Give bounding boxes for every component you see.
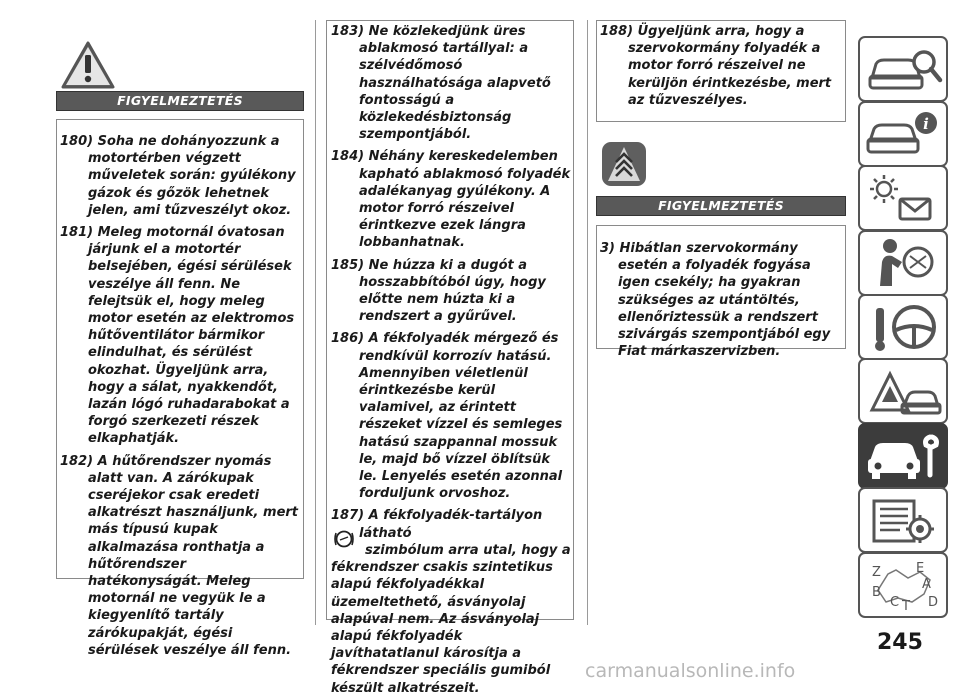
note-181: 181) Meleg motornál óvatosan járjunk el a motortér belsejében, égési sérülések veszélye áll fenn. Ne felejtsük el, hogy meleg motor esetén az elektromos hűtőventilátor bármikor elindulhat, és sérülést okozhat. Ügyeljünk arra, hogy a sálat, nyakkendőt, lazán lógó ruhadarabokat a forgó szerkezeti részek elkaphatják. — [60, 225, 295, 447]
watermark: carmanualsonline.info — [585, 660, 796, 682]
alphabetical-index-icon — [860, 554, 946, 616]
sidebar-tab-safety[interactable] — [858, 230, 948, 296]
steering-wheel-key-icon — [860, 296, 946, 358]
sidebar-tab-starting-driving[interactable] — [858, 294, 948, 360]
warning-heading-bar-right — [596, 196, 846, 216]
note-182: 182) A hűtőrendszer nyomás alatt van. A zárókupak cseréjekor csak eredeti alkatrészt használjunk, mert más típusú kupak alkalmazása ronthatja a hűtőrendszer hatékonyságát. Meleg motornál ne vegyük le a kiegyenlítő tartály zárókupakját, égési sérülések veszélye áll fenn. — [60, 453, 299, 658]
sidebar-tab-technical-data[interactable] — [858, 487, 948, 553]
note-180: 180) Soha ne dohányozzunk a motortérben végzett műveletek során: gyúlékony gázok és gőzök lehetnek jelen, ami tűzveszélyt okoz. — [60, 134, 296, 218]
technical-data-gear-icon — [860, 489, 946, 551]
note-185: 185) Ne húzza ki a dugót a hosszabbítóból úgy, hogy előtte nem húzta ki a rendszert a gyűrűvel. — [331, 257, 546, 325]
note-186: 186) A fékfolyadék mérgező és rendkívül korrozív hatású. Amennyiben véletlenül érintkezésbe kerül valamivel, az érintett részeket vízzel és semleges hatású szappannal mossuk le, majd bő vízzel öblítsük le. Lenyelés esetén azonnal forduljunk orvoshoz. — [331, 331, 563, 502]
note-3-block — [600, 240, 842, 365]
warning-notes-left — [60, 133, 298, 664]
car-info-icon — [860, 103, 946, 165]
power-steering-symbol-icon — [600, 140, 648, 188]
car-magnifier-icon — [860, 38, 946, 100]
car-wrench-icon — [860, 425, 946, 487]
dashboard-lights-icon — [860, 167, 946, 229]
index-letter: A — [922, 577, 931, 592]
sidebar-tab-dashboard[interactable] — [858, 165, 948, 231]
sidebar-tab-emergency[interactable] — [858, 358, 948, 424]
index-letter: D — [928, 595, 939, 610]
warning-triangle-car-icon — [860, 360, 946, 422]
column-divider-right — [587, 20, 588, 625]
index-letter: B — [872, 585, 881, 600]
warning-heading: FIGYELMEZTETÉS — [117, 93, 243, 108]
svg-text:i: i — [923, 115, 929, 133]
index-letter: C — [890, 595, 900, 610]
airbag-passenger-icon — [860, 232, 946, 294]
note-183: 183) Ne közlekedjünk üres ablakmosó tartállyal: a szélvédőmosó használhatósága alapvető fontosságú a közlekedésbiztonság szempontjából. — [331, 24, 551, 143]
sidebar-tab-index[interactable] — [858, 552, 948, 618]
warning-triangle-icon — [60, 40, 116, 90]
warning-heading: FIGYELMEZTETÉS — [658, 198, 784, 213]
warning-heading-bar — [56, 91, 304, 111]
sidebar-tab-knowing-car[interactable] — [858, 36, 948, 102]
note-188: 188) Ügyeljünk arra, hogy a szervokormány folyadék a motor forró részeivel ne kerüljön érintkezésbe, mert az tűzveszélyes. — [600, 24, 832, 108]
index-letter: T — [902, 599, 910, 614]
page-number: 245 — [877, 630, 923, 655]
warning-notes-middle — [331, 23, 571, 697]
note-187: 187) A fékfolyadék-tartályon látható szimbólum arra utal, hogy a fékrendszer csakis szintetikus alapú fékfolyadékkal üzemeltethető, ásványolaj alapúval nem. Az ásványolaj alapú fékfolyadék javíthatatlanul károsítja a fékrendszer speciális gumiból készült alkatrészeit. — [331, 508, 571, 696]
note-3: 3) Hibátlan szervokormány esetén a folyadék fogyása igen csekély; ha gyakran szükséges az utántöltés, ellenőriztessük a rendszert szivárgás szempontjából egy Fiat márkaszervizben. — [600, 241, 831, 360]
sidebar-tab-servicing-care[interactable] — [858, 423, 948, 489]
sidebar-tab-instrument-info[interactable] — [858, 101, 948, 167]
brake-fluid-symbol-icon — [333, 529, 355, 549]
index-letter: Z — [872, 565, 881, 580]
column-divider-left — [315, 20, 316, 625]
note-188-block — [600, 23, 840, 114]
index-letter: E — [916, 561, 925, 576]
note-184: 184) Néhány kereskedelemben kapható ablakmosó folyadék adalékanyag gyúlékony. A motor forró részeivel érintkezve ezek lángra lobbanhatnak. — [331, 149, 571, 251]
